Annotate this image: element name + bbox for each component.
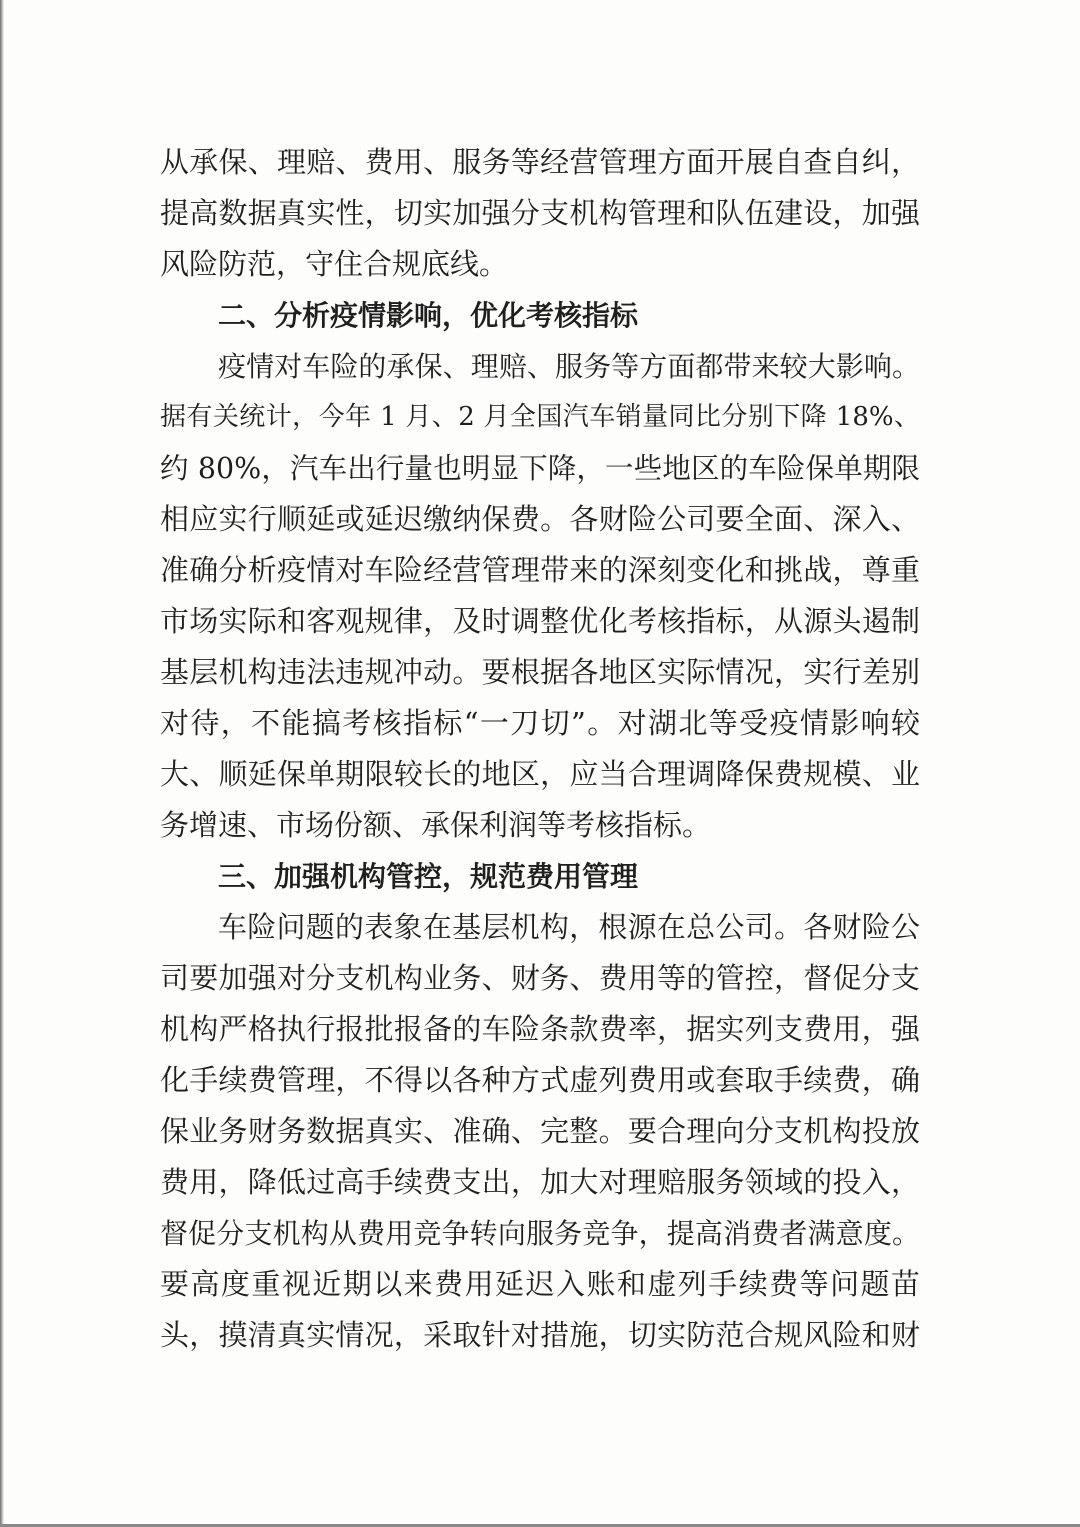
line-text: 机构严格执行报批报备的车险条款费率，据实列支费用，强 (160, 1012, 920, 1046)
line-text: 化手续费管理，不得以各种方式虚列费用或套取手续费，确 (160, 1063, 920, 1097)
paragraph-line (160, 1157, 920, 1208)
line-text: 车险问题的表象在基层机构，根源在总公司。各财险公 (218, 910, 920, 944)
paragraph-line (160, 596, 920, 647)
line-text: 司要加强对分支机构业务、财务、费用等的管控，督促分支 (160, 961, 920, 995)
paragraph-line (160, 647, 920, 698)
line-text: 市场实际和客观规律，及时调整优化考核指标，从源头遏制 (160, 604, 920, 638)
paragraph-line (160, 239, 920, 290)
paragraph-line (160, 1106, 920, 1157)
line-text: 约 80%，汽车出行量也明显下降，一些地区的车险保单期限 (160, 452, 920, 485)
paragraph-line (160, 698, 920, 749)
paragraph-line (160, 341, 920, 392)
paragraph-line (160, 494, 920, 545)
line-text: 据有关统计，今年 1 月、2 月全国汽车销量同比分别下降 18%、 (160, 402, 920, 432)
paragraph-line (160, 1004, 920, 1055)
paragraph-line (160, 749, 920, 800)
line-text: 对待，不能搞考核指标“一刀切”。对湖北等受疫情影响较 (160, 706, 920, 740)
line-text: 三、加强机构管控，规范费用管理 (218, 860, 639, 893)
line-text: 从承保、理赔、费用、服务等经营管理方面开展自查自纠， (160, 145, 920, 179)
line-text: 相应实行顺延或延迟缴纳保费。各财险公司要全面、深入、 (160, 502, 920, 536)
line-text: 疫情对车险的承保、理赔、服务等方面都带来较大影响。 (218, 350, 920, 383)
line-text: 准确分析疫情对车险经营管理带来的深刻变化和挑战，尊重 (160, 553, 920, 587)
section-heading (160, 851, 920, 902)
paragraph-line (160, 902, 920, 953)
paragraph-line (160, 800, 920, 851)
paragraph-line (160, 392, 920, 443)
page-left-edge-shadow (0, 0, 4, 1527)
line-text: 基层机构违法违规冲动。要根据各地区实际情况，实行差别 (160, 655, 920, 689)
line-text: 提高数据真实性，切实加强分支机构管理和队伍建设，加强 (160, 196, 920, 230)
paragraph-line (160, 188, 920, 239)
line-text: 费用，降低过高手续费支出，加大对理赔服务领域的投入， (160, 1165, 920, 1199)
document-body (160, 137, 920, 1361)
paragraph-line (160, 545, 920, 596)
paragraph-line (160, 1310, 920, 1361)
line-text: 头，摸清真实情况，采取针对措施，切实防范合规风险和财 (160, 1318, 920, 1352)
section-heading (160, 290, 920, 341)
line-text: 保业务财务数据真实、准确、完整。要合理向分支机构投放 (160, 1114, 920, 1148)
line-text: 大、顺延保单期限较长的地区，应当合理调降保费规模、业 (160, 757, 920, 791)
paragraph-line (160, 1208, 920, 1259)
paragraph-line (160, 1259, 920, 1310)
line-text: 二、分析疫情影响，优化考核指标 (218, 299, 639, 332)
paragraph-line (160, 443, 920, 494)
line-text: 务增速、市场份额、承保利润等考核指标。 (160, 808, 712, 842)
paragraph-line (160, 137, 920, 188)
line-text: 督促分支机构从费用竞争转向服务竞争，提高消费者满意度。 (160, 1217, 920, 1250)
line-text: 风险防范，守住合规底线。 (160, 247, 509, 281)
paragraph-line (160, 953, 920, 1004)
paragraph-line (160, 1055, 920, 1106)
line-text: 要高度重视近期以来费用延迟入账和虚列手续费等问题苗 (160, 1267, 920, 1301)
